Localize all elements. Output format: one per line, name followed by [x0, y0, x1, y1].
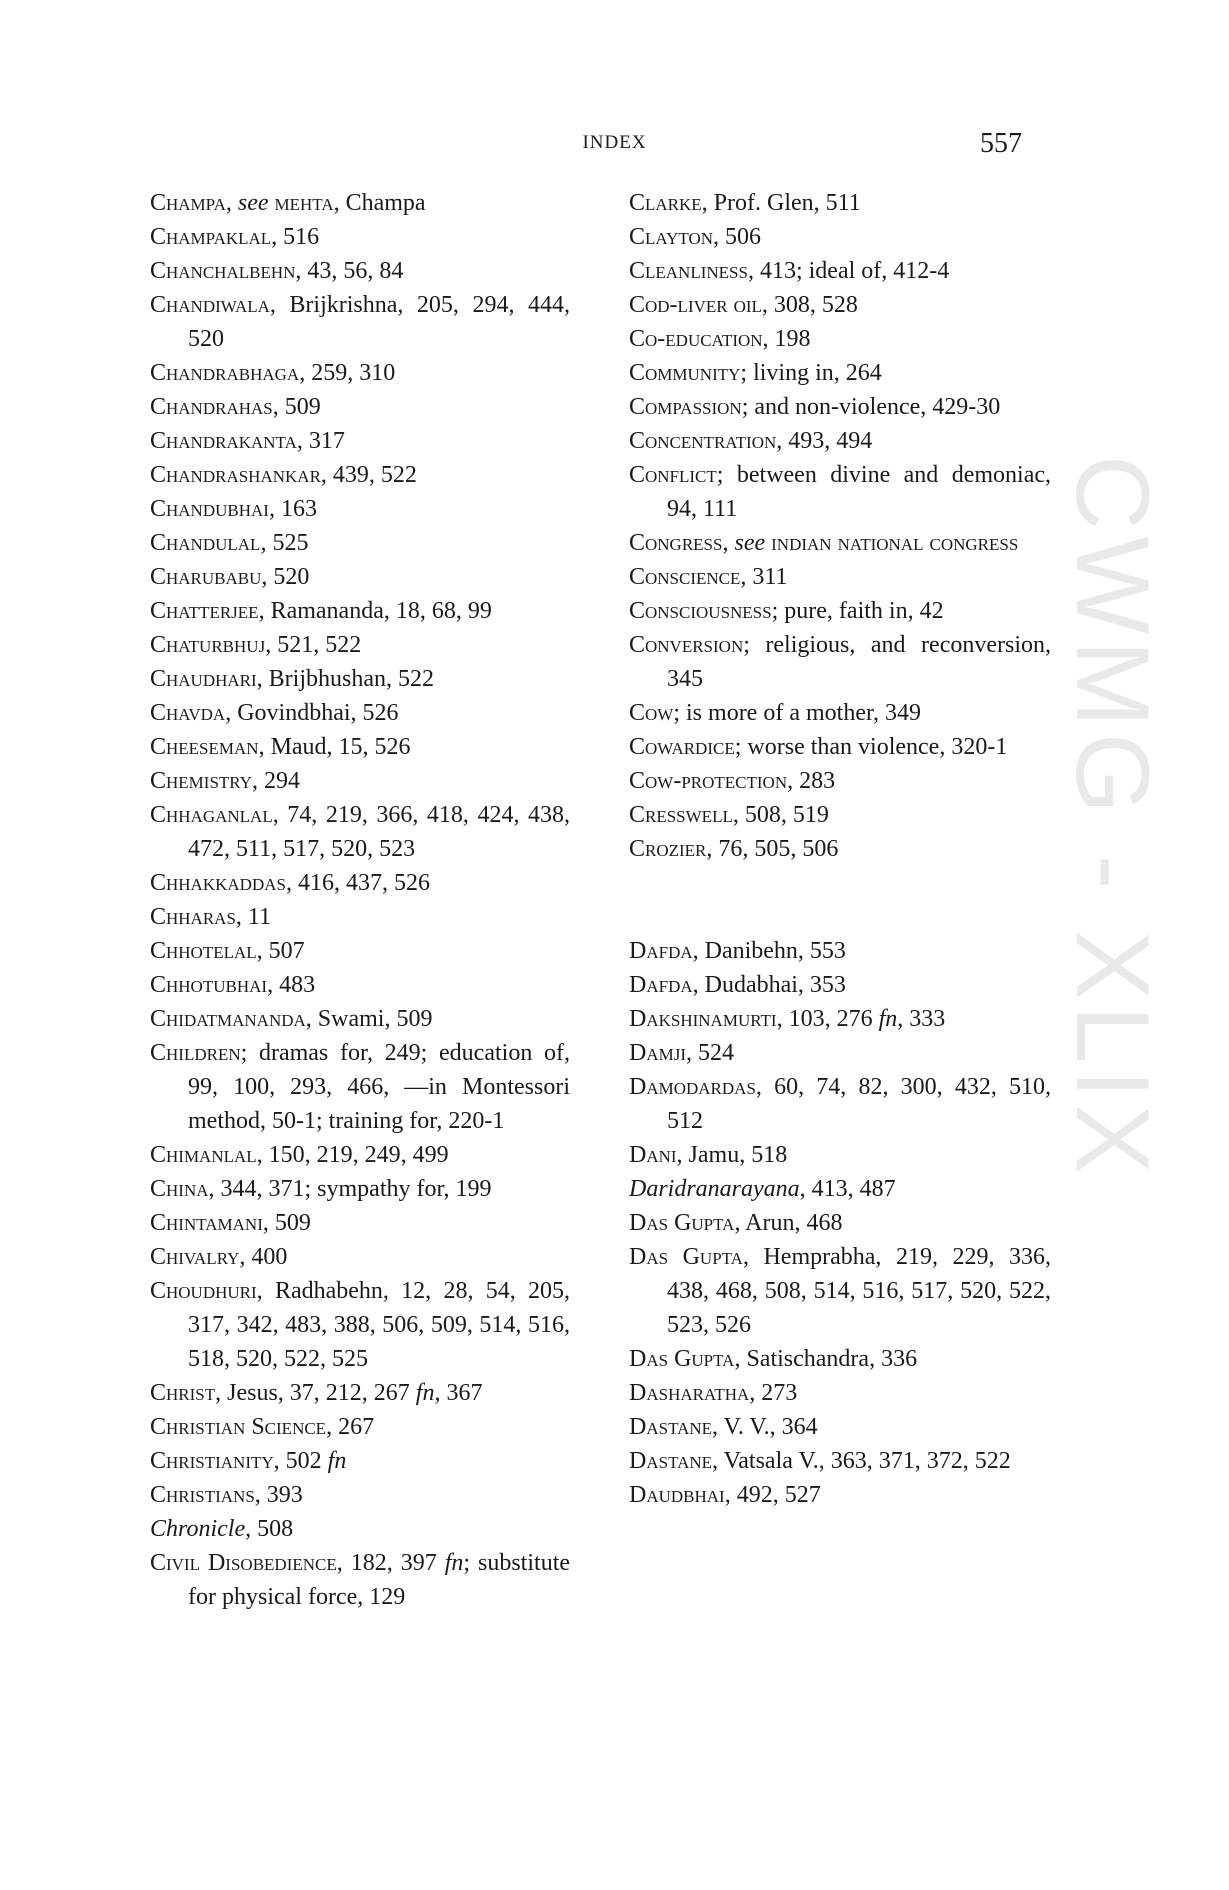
index-entry: [629, 186, 1051, 220]
index-entry-refs: , Brijkrishna, 205, 294, 444, 520: [188, 292, 570, 352]
index-entry-heading: Cow-protection: [629, 768, 788, 794]
index-entry-refs: , 508, 519: [732, 802, 829, 828]
index-entry-refs: , 308, 528: [761, 292, 858, 318]
index-entry: [150, 1138, 570, 1172]
index-entry-refs: , see mehta, Champa: [225, 190, 426, 216]
index-entry: [150, 560, 570, 594]
index-entry-heading: Chimanlal: [150, 1142, 257, 1168]
index-entry: [150, 1546, 570, 1614]
index-entry-heading: Dastane: [629, 1448, 713, 1474]
index-entry-heading: Chandulal: [150, 530, 261, 556]
index-entry-refs: , Satischandra, 336: [734, 1346, 918, 1372]
index-entry-refs: , 507: [256, 938, 305, 964]
index-entry-heading: Dakshinamurti: [629, 1006, 777, 1032]
index-entry-refs: ; pure, faith in, 42: [771, 598, 944, 624]
index-entry-refs: ; living in, 264: [740, 360, 882, 386]
index-entry: [150, 1036, 570, 1138]
index-entry-refs: , 506: [713, 224, 762, 250]
index-entry-refs: Chronicle, 508: [150, 1516, 294, 1542]
index-entry-refs: , 60, 74, 82, 300, 432, 510, 512: [667, 1074, 1051, 1134]
index-entry: [150, 662, 570, 696]
index-entry-refs: , Jamu, 518: [676, 1142, 788, 1168]
index-entry: [629, 458, 1051, 526]
index-entry-heading: Chhotubhai: [150, 972, 268, 998]
index-entry-heading: Cheeseman: [150, 734, 259, 760]
index-entry-heading: Chaturbhuj: [150, 632, 266, 658]
index-entry-refs: ; between divine and demoniac, 94, 111: [667, 462, 1051, 522]
index-entry: [150, 492, 570, 526]
index-entry: [150, 356, 570, 390]
index-entry-heading: Conversion: [629, 632, 744, 658]
index-entry: [629, 594, 1051, 628]
index-entry: [150, 934, 570, 968]
index-entry: [150, 764, 570, 798]
index-entry: [150, 1274, 570, 1376]
index-entry-heading: Cleanliness: [629, 258, 748, 284]
index-entry-refs: , Prof. Glen, 511: [701, 190, 861, 216]
index-entry-refs: , 493, 494: [776, 428, 873, 454]
index-entry: [629, 1002, 1051, 1036]
index-entry-refs: , Brijbhushan, 522: [256, 666, 434, 692]
index-entry-refs: , 509: [262, 1210, 311, 1236]
index-entry-heading: Conscience: [629, 564, 741, 590]
index-entry-heading: Chharas: [150, 904, 236, 930]
index-entry: [629, 832, 1051, 866]
index-entry-refs: , 43, 56, 84: [295, 258, 404, 284]
index-entry-refs: , 524: [686, 1040, 735, 1066]
index-entry-heading: Chidatmananda: [150, 1006, 306, 1032]
index-entry: [150, 424, 570, 458]
index-entry-heading: Community: [629, 360, 741, 386]
index-entry-heading: Choudhuri: [150, 1278, 257, 1304]
index-entry-heading: Children: [150, 1040, 241, 1066]
watermark: CWMG - XLIX: [1054, 455, 1170, 1180]
index-entry: [629, 1070, 1051, 1138]
index-column-left: [150, 186, 570, 1614]
index-entry-refs: , 311: [740, 564, 788, 590]
index-entry-refs: , 294: [251, 768, 300, 794]
index-entry-heading: Chandubhai: [150, 496, 269, 522]
index-entry-heading: Das Gupta: [629, 1346, 735, 1372]
index-entry-refs: , 502 fn: [273, 1448, 347, 1474]
index-entry-refs: , 317: [296, 428, 345, 454]
page-number: 557: [980, 128, 1022, 159]
index-entry-refs: , 103, 276 fn, 333: [776, 1006, 946, 1032]
index-entry-refs: , 400: [239, 1244, 288, 1270]
index-entry-refs: , 483: [267, 972, 316, 998]
index-entry-refs: , 273: [749, 1380, 798, 1406]
index-entry-refs: , 150, 219, 249, 499: [256, 1142, 449, 1168]
index-entry-heading: Clarke: [629, 190, 702, 216]
index-entry-refs: , Hemprabha, 219, 229, 336, 438, 468, 508, 514, 516, 517, 520, 522, 523, 526: [667, 1244, 1051, 1338]
index-entry: [629, 968, 1051, 1002]
index-entry: [150, 1410, 570, 1444]
index-entry: [150, 1172, 570, 1206]
index-entry-heading: Concentration: [629, 428, 777, 454]
index-entry: [150, 1444, 570, 1478]
index-entry-heading: Christians: [150, 1482, 255, 1508]
index-entry: [150, 1376, 570, 1410]
index-entry: [150, 900, 570, 934]
index-entry-refs: , Arun, 468: [734, 1210, 843, 1236]
index-entry: [629, 1240, 1051, 1342]
index-entry-heading: Chandrahas: [150, 394, 273, 420]
index-entry-refs: , 525: [260, 530, 309, 556]
index-entry-heading: Champaklal: [150, 224, 272, 250]
index-entry-heading: Chhotelal: [150, 938, 257, 964]
index-entry-heading: Chandrakanta: [150, 428, 297, 454]
index-entry-heading: Consciousness: [629, 598, 772, 624]
index-entry-refs: ; and non-violence, 429-30: [741, 394, 1001, 420]
index-entry: [629, 220, 1051, 254]
index-entry-refs: , 413; ideal of, 412-4: [747, 258, 950, 284]
index-entry-heading: Crozier: [629, 836, 707, 862]
index-entry: [629, 798, 1051, 832]
index-entry-refs: , Radhabehn, 12, 28, 54, 205, 317, 342, 483, 388, 506, 509, 514, 516, 518, 520, 522, 525: [188, 1278, 570, 1372]
index-entry-heading: Cowardice: [629, 734, 735, 760]
index-entry: [629, 1036, 1051, 1070]
index-entry-heading: Daudbhai: [629, 1482, 725, 1508]
index-entry-heading: Chatterjee: [150, 598, 259, 624]
index-entry: [150, 1240, 570, 1274]
index-entry-heading: Dastane: [629, 1414, 713, 1440]
index-entry-refs: , Swami, 509: [305, 1006, 433, 1032]
index-entry-refs: , 198: [762, 326, 811, 352]
index-entry-heading: Chhakkaddas: [150, 870, 286, 896]
index-entry-heading: Congress: [629, 530, 723, 556]
index-entry-refs: , 163: [268, 496, 317, 522]
index-entry-refs: ; dramas for, 249; education of, 99, 100, 293, 466, —in Montessori method, 50-1; training for, 220-1: [188, 1040, 570, 1134]
index-entry: [150, 798, 570, 866]
index-entry-refs: , 492, 527: [724, 1482, 821, 1508]
index-entry-heading: Chhaganlal: [150, 802, 273, 828]
index-column-right: [629, 186, 1051, 1512]
index-entry: [629, 730, 1051, 764]
index-entry-refs: , 516: [271, 224, 320, 250]
index-entry: [629, 526, 1051, 560]
index-entry: [150, 526, 570, 560]
index-entry-refs: , Danibehn, 553: [692, 938, 846, 964]
index-entry: [629, 254, 1051, 288]
index-entry-refs: , Govindbhai, 526: [225, 700, 399, 726]
index-entry-heading: Dasharatha: [629, 1380, 750, 1406]
index-entry-refs: , 344, 371; sympathy for, 199: [208, 1176, 492, 1202]
index-entry: [629, 628, 1051, 696]
index-entry: [629, 390, 1051, 424]
index-entry-heading: Chavda: [150, 700, 226, 726]
index-entry-refs: , Maud, 15, 526: [258, 734, 411, 760]
index-entry-heading: Champa: [150, 190, 226, 216]
index-entry: [629, 356, 1051, 390]
index-entry: [150, 390, 570, 424]
index-entry-heading: Damji: [629, 1040, 687, 1066]
index-entry-refs: , 182, 397 fn; substitute for physical force, 129: [188, 1550, 571, 1610]
index-entry-heading: Chintamani: [150, 1210, 263, 1236]
index-entry: [150, 254, 570, 288]
index-entry-heading: Christian Science: [150, 1414, 327, 1440]
index-entry-refs: , 259, 310: [299, 360, 396, 386]
index-entry: [629, 764, 1051, 798]
index-entry: [150, 1512, 570, 1546]
index-entry-refs: ; worse than violence, 320-1: [734, 734, 1008, 760]
index-entry-refs: ; religious, and reconversion, 345: [667, 632, 1051, 692]
index-entry-heading: Das Gupta: [629, 1244, 743, 1270]
index-entry-heading: Damodardas: [629, 1074, 756, 1100]
index-entry-heading: Christianity: [150, 1448, 274, 1474]
index-entry-refs: , Ramananda, 18, 68, 99: [258, 598, 492, 624]
index-entry-heading: Compassion: [629, 394, 742, 420]
index-entry-heading: Chanchalbehn: [150, 258, 296, 284]
index-entry-refs: , Dudabhai, 353: [692, 972, 846, 998]
index-entry-heading: Civil Disobedience: [150, 1550, 337, 1576]
index-entry: [150, 1206, 570, 1240]
index-entry: [150, 220, 570, 254]
index-entry: [150, 696, 570, 730]
index-entry: [629, 1206, 1051, 1240]
index-entry: [629, 934, 1051, 968]
index-entry-heading: Chandiwala: [150, 292, 270, 318]
index-entry: [150, 186, 570, 220]
index-entry-heading: Conflict: [629, 462, 717, 488]
index-entry: [629, 1478, 1051, 1512]
index-entry-heading: China: [150, 1176, 209, 1202]
index-entry: [629, 1138, 1051, 1172]
index-entry-refs: , 439, 522: [320, 462, 417, 488]
index-entry-heading: Chemistry: [150, 768, 252, 794]
index-entry-heading: Cod-liver oil: [629, 292, 762, 318]
index-entry: [150, 288, 570, 356]
index-entry-refs: , 76, 505, 506: [706, 836, 839, 862]
index-entry-heading: Dafda: [629, 938, 693, 964]
index-entry-heading: Chandrashankar: [150, 462, 321, 488]
index-entry: [150, 968, 570, 1002]
index-entry-heading: Charubabu: [150, 564, 262, 590]
index-entry: [150, 1478, 570, 1512]
index-entry: [629, 424, 1051, 458]
index-entry-refs: , 520: [261, 564, 310, 590]
index-entry-heading: Cow: [629, 700, 674, 726]
index-entry-refs: , 283: [787, 768, 836, 794]
index-entry-heading: Chandrabhaga: [150, 360, 300, 386]
index-entry: [150, 1002, 570, 1036]
running-header: INDEX: [582, 132, 647, 153]
index-entry: [629, 1410, 1051, 1444]
section-gap: [629, 866, 1051, 934]
index-entry-heading: Cresswell: [629, 802, 733, 828]
index-entry: [629, 1342, 1051, 1376]
index-entry: [629, 1376, 1051, 1410]
index-entry: [629, 1444, 1051, 1478]
index-entry-refs: , 393: [254, 1482, 303, 1508]
index-entry-refs: , Vatsala V., 363, 371, 372, 522: [712, 1448, 1011, 1474]
index-entry-refs: , 267: [326, 1414, 375, 1440]
index-entry-heading: Dafda: [629, 972, 693, 998]
index-entry: [629, 1172, 1051, 1206]
index-entry: [150, 628, 570, 662]
index-entry-refs: , Jesus, 37, 212, 267 fn, 367: [215, 1380, 483, 1406]
index-entry: [629, 322, 1051, 356]
index-entry: [150, 594, 570, 628]
index-entry-refs: , 521, 522: [265, 632, 362, 658]
index-entry-refs: ; is more of a mother, 349: [673, 700, 921, 726]
index-entry-refs: , 509: [272, 394, 321, 420]
index-entry: [629, 696, 1051, 730]
index-entry-heading: Chivalry: [150, 1244, 240, 1270]
index-entry-refs: , 11: [235, 904, 272, 930]
index-entry-heading: Co-education: [629, 326, 763, 352]
index-entry-refs: Daridranarayana, 413, 487: [629, 1176, 896, 1202]
index-entry-refs: , 74, 219, 366, 418, 424, 438, 472, 511, 517, 520, 523: [188, 802, 570, 862]
index-entry: [629, 288, 1051, 322]
index-entry: [150, 730, 570, 764]
index-entry-heading: Dani: [629, 1142, 677, 1168]
index-entry-heading: Chaudhari: [150, 666, 257, 692]
index-entry: [629, 560, 1051, 594]
index-entry: [150, 866, 570, 900]
index-entry-heading: Clayton: [629, 224, 714, 250]
index-entry-heading: Das Gupta: [629, 1210, 735, 1236]
index-entry-heading: Christ: [150, 1380, 216, 1406]
index-entry-refs: , see indian national congress: [722, 530, 1019, 556]
index-entry-refs: , 416, 437, 526: [285, 870, 430, 896]
index-entry-refs: , V. V., 364: [712, 1414, 818, 1440]
index-entry: [150, 458, 570, 492]
